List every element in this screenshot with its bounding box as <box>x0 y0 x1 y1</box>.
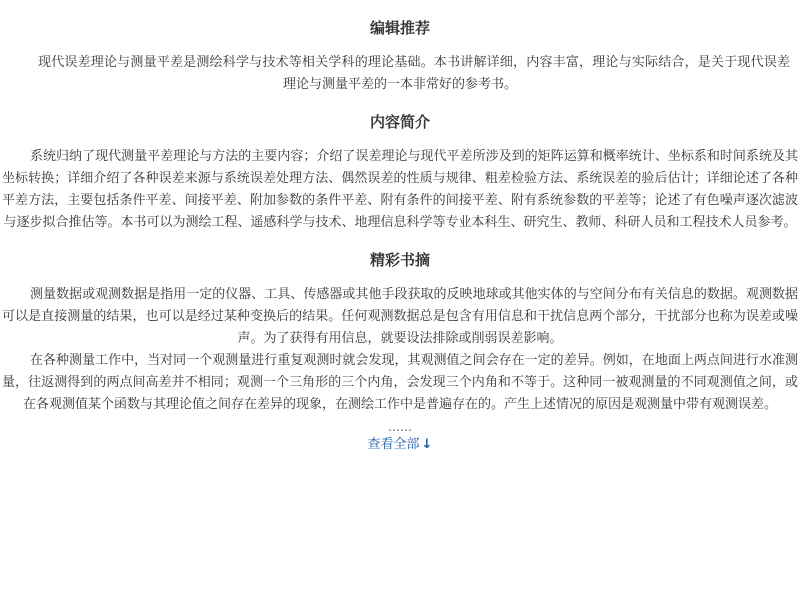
arrow-down-icon: ↓ <box>421 437 433 452</box>
excerpt-section <box>0 250 800 456</box>
excerpt-title: 精彩书摘 <box>369 251 430 269</box>
editor-recommendation-text: 现代误差理论与测量平差是测绘科学与技术等相关学科的理论基础。本书讲解详细，内容丰富，理论与实际结合，是关于现代误差理论与测量平差的一本非常好的参考书。 <box>38 55 790 92</box>
summary-text: 系统归纳了现代测量平差理论与方法的主要内容；介绍了误差理论与现代平差所涉及到的矩阵运算和概率统计、坐标系和时间系统及其坐标转换；详细介绍了各种误差来源与系统误差处理方法、偶然误差的性质与规律、粗差检验方法、系统误差的验后估计；详细论述了各种平差方法，主要包括条件平差、间接平差、附加参数的条件平差、附有条件的间接平差、附有系统参数的平差等；论述了有色噪声逐次滤波与逐步拟合推估等。本书可以为测绘工程、遥感科学与技术、地理信息科学等专业本科生、研究生、教师、科研人员和工程技术人员参考。 <box>2 149 798 230</box>
excerpt-paragraph-1: 测量数据或观测数据是指用一定的仪器、工具、传感器或其他手段获取的反映地球或其他实体的与空间分布有关信息的数据。观测数据可以是直接测量的结果，也可以是经过某种变换后的结果。任何观测数据总是包含有用信息和干扰信息两个部分，干扰部分也称为误差或噪声。为了获得有用信息，就要设法排除或削弱误差影响。 <box>2 287 798 346</box>
view-all-label: 查看全部 <box>367 437 420 452</box>
excerpt-paragraph-2: 在各种测量工作中，当对同一个观测量进行重复观测时就会发现，其观测值之间会存在一定的差异。例如，在地面上两点间进行水准测量，往返测得到的两点间高差并不相同；观测一个三角形的三个内角，会发现三个内角和不等于。这种同一被观测量的不同观测值之间，或在各观测值某个函数与其理论值之间存在差异的现象，在测绘工作中是普遍存在的。产生上述情况的原因是观测量中带有观测误差。 <box>2 353 798 412</box>
excerpt-ellipsis: …… <box>388 420 412 434</box>
summary-title: 内容简介 <box>369 113 430 131</box>
editor-recommendation-title: 编辑推荐 <box>369 19 430 37</box>
view-all-link[interactable] <box>2 434 798 456</box>
summary-section <box>0 112 800 234</box>
editor-recommendation-section <box>0 18 800 96</box>
